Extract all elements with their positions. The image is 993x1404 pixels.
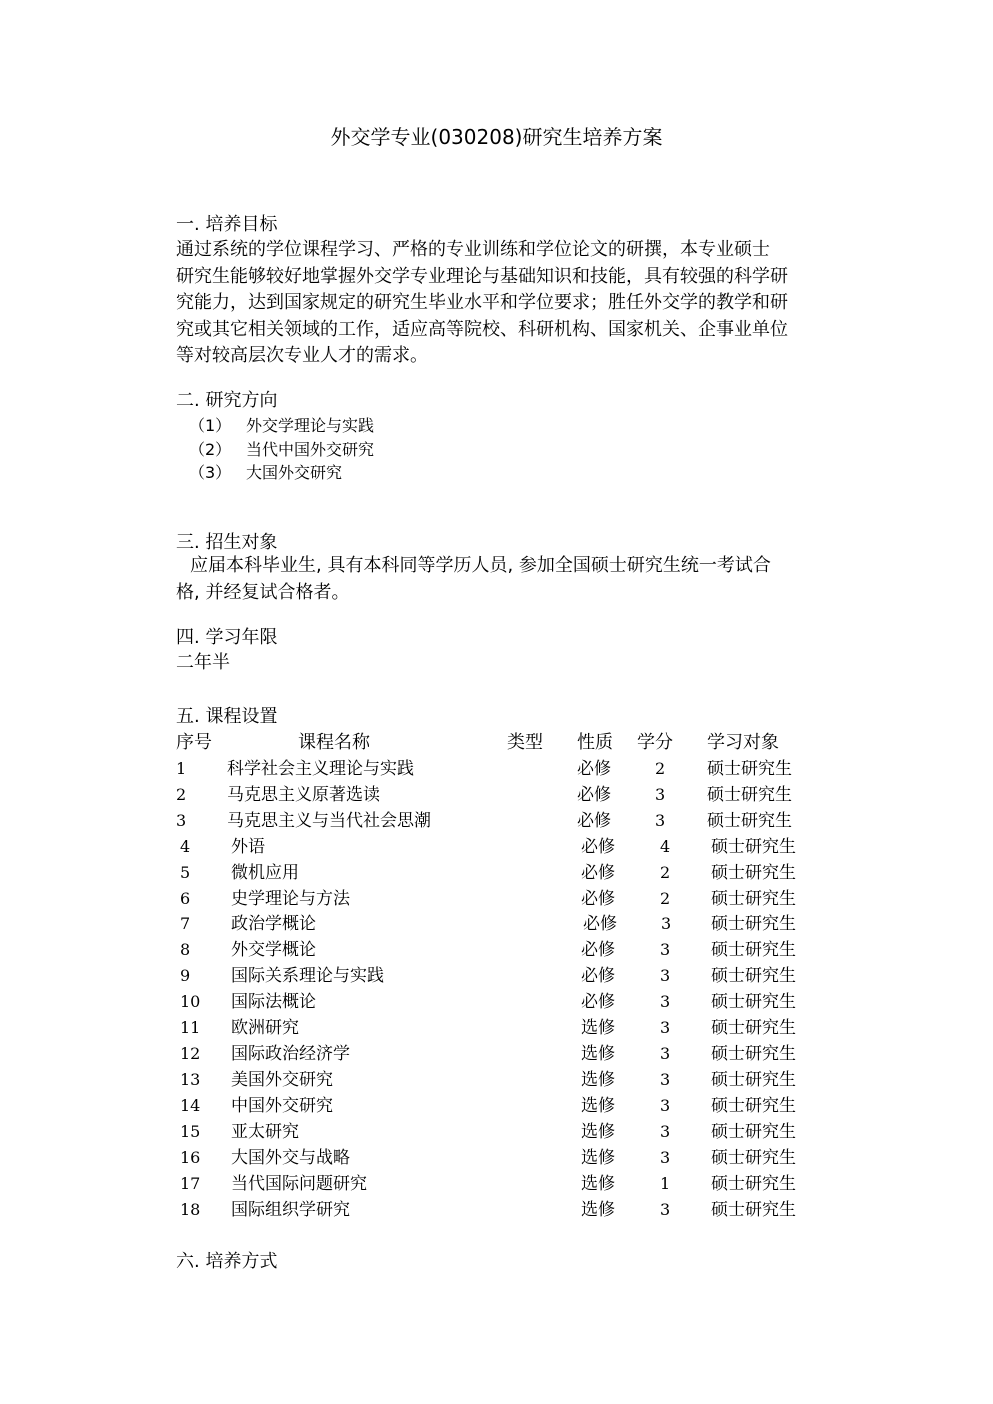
course-number: 14: [180, 1096, 201, 1115]
course-number: 9: [180, 966, 191, 985]
course-target: 硕士研究生: [711, 837, 796, 857]
course-name: 美国外交研究: [231, 1070, 333, 1090]
course-number: 8: [180, 940, 191, 959]
goal-line: 通过系统的学位课程学习、严格的专业训练和学位论文的研撰，本专业硕士: [176, 239, 770, 260]
duration-text: 二年半: [176, 652, 230, 673]
course-number: 3: [176, 811, 187, 830]
direction-number: （2）: [189, 440, 232, 459]
table-row: [0, 835, 993, 859]
table-row: [0, 912, 993, 936]
course-target: 硕士研究生: [707, 811, 792, 831]
table-row: [0, 757, 993, 781]
course-nature: 必修: [581, 940, 615, 960]
course-number: 16: [180, 1148, 201, 1167]
course-credit: 3: [660, 1018, 671, 1037]
course-nature: 必修: [583, 914, 617, 934]
table-row: [0, 809, 993, 833]
direction-text: 当代中国外交研究: [246, 440, 375, 459]
course-target: 硕士研究生: [711, 1122, 796, 1142]
section-goal-heading: 一. 培养目标: [176, 214, 278, 235]
course-target: 硕士研究生: [707, 759, 792, 779]
section-admission-paragraph: [176, 553, 836, 606]
goal-line: 究或其它相关领域的工作，适应高等院校、科研机构、国家机关、企事业单位: [176, 318, 788, 340]
course-credit: 3: [660, 1070, 671, 1089]
course-nature: 必修: [581, 837, 615, 857]
course-credit: 3: [660, 1044, 671, 1063]
table-row: [0, 1094, 993, 1118]
goal-line: 等对较高层次专业人才的需求。: [176, 345, 428, 367]
course-number: 13: [180, 1070, 201, 1089]
course-number: 2: [176, 785, 187, 804]
course-credit: 3: [660, 1148, 671, 1167]
section-training-heading: 六. 培养方式: [176, 1251, 278, 1272]
course-name: 史学理论与方法: [231, 889, 350, 909]
course-number: 11: [180, 1018, 201, 1037]
table-row: [0, 1198, 993, 1222]
course-number: 18: [180, 1200, 201, 1219]
course-target: 硕士研究生: [711, 914, 796, 934]
course-number: 5: [180, 863, 191, 882]
course-target: 硕士研究生: [711, 1044, 796, 1064]
section-courses-heading: 五. 课程设置: [176, 706, 278, 727]
course-name: 中国外交研究: [231, 1096, 333, 1116]
admission-line: 格, 并经复试合格者。: [176, 581, 350, 603]
course-credit: 2: [655, 759, 666, 778]
course-number: 12: [180, 1044, 201, 1063]
column-header-type: 类型: [507, 732, 543, 753]
course-name: 国际关系理论与实践: [231, 966, 384, 986]
course-credit: 3: [660, 1096, 671, 1115]
course-credit: 1: [660, 1174, 671, 1193]
course-nature: 选修: [581, 1148, 615, 1168]
table-row: [0, 887, 993, 911]
direction-text: 外交学理论与实践: [246, 416, 375, 435]
course-credit: 4: [660, 837, 671, 856]
course-target: 硕士研究生: [711, 1018, 796, 1038]
table-row: [0, 938, 993, 962]
column-header-target: 学习对象: [707, 732, 779, 753]
course-credit: 2: [660, 889, 671, 908]
course-name: 当代国际问题研究: [231, 1174, 367, 1194]
table-row: [0, 990, 993, 1014]
course-credit: 3: [655, 785, 666, 804]
course-name: 微机应用: [231, 863, 299, 883]
course-name: 科学社会主义理论与实践: [227, 759, 414, 779]
course-number: 4: [180, 837, 191, 856]
course-nature: 选修: [581, 1122, 615, 1142]
course-name: 亚太研究: [231, 1122, 299, 1142]
course-nature: 必修: [577, 759, 611, 779]
section-duration-heading: 四. 学习年限: [176, 627, 278, 648]
document-title: 外交学专业(030208)研究生培养方案: [330, 125, 663, 149]
table-row: [0, 1172, 993, 1196]
goal-line: 究能力，达到国家规定的研究生毕业水平和学位要求；胜任外交学的教学和研: [176, 292, 788, 314]
section-admission-heading: 三. 招生对象: [176, 532, 278, 553]
course-target: 硕士研究生: [711, 863, 796, 883]
course-name: 国际组织学研究: [231, 1200, 350, 1220]
course-target: 硕士研究生: [711, 940, 796, 960]
table-row: [0, 1120, 993, 1144]
course-name: 马克思主义原著选读: [227, 785, 380, 805]
course-credit: 2: [660, 863, 671, 882]
course-name: 国际政治经济学: [231, 1044, 350, 1064]
table-row: [0, 964, 993, 988]
table-row: [0, 1042, 993, 1066]
course-nature: 选修: [581, 1096, 615, 1116]
course-credit: 3: [660, 966, 671, 985]
column-header-credit: 学分: [637, 732, 673, 753]
column-header-course-name: 课程名称: [298, 732, 370, 753]
course-name: 外交学概论: [231, 940, 316, 960]
course-nature: 选修: [581, 1070, 615, 1090]
table-row: [0, 1146, 993, 1170]
course-number: 17: [180, 1174, 201, 1193]
course-credit: 3: [661, 914, 672, 933]
course-target: 硕士研究生: [711, 966, 796, 986]
course-name: 政治学概论: [231, 914, 316, 934]
course-target: 硕士研究生: [711, 1200, 796, 1220]
course-table-header: [0, 731, 993, 755]
course-nature: 选修: [581, 1174, 615, 1194]
direction-number: （3）: [189, 463, 232, 482]
table-row: [0, 783, 993, 807]
course-nature: 必修: [577, 785, 611, 805]
course-nature: 必修: [581, 863, 615, 883]
direction-text: 大国外交研究: [246, 463, 343, 482]
course-nature: 选修: [581, 1044, 615, 1064]
course-credit: 3: [660, 1122, 671, 1141]
course-credit: 3: [655, 811, 666, 830]
section-directions-heading: 二. 研究方向: [176, 390, 278, 411]
course-number: 6: [180, 889, 191, 908]
course-target: 硕士研究生: [711, 992, 796, 1012]
course-name: 大国外交与战略: [231, 1148, 350, 1168]
course-credit: 3: [660, 940, 671, 959]
course-name: 国际法概论: [231, 992, 316, 1012]
table-row: [0, 1068, 993, 1092]
course-name: 马克思主义与当代社会思潮: [227, 811, 431, 831]
course-target: 硕士研究生: [711, 1070, 796, 1090]
section-goal-paragraph: [176, 237, 836, 370]
course-number: 1: [176, 759, 187, 778]
course-name: 欧洲研究: [231, 1018, 299, 1038]
table-row: [0, 1016, 993, 1040]
course-nature: 必修: [581, 992, 615, 1012]
table-row: [0, 861, 993, 885]
column-header-number: 序号: [176, 732, 212, 753]
course-target: 硕士研究生: [711, 1096, 796, 1116]
course-target: 硕士研究生: [711, 1174, 796, 1194]
course-nature: 必修: [581, 966, 615, 986]
course-number: 7: [180, 914, 191, 933]
goal-line: 研究生能够较好地掌握外交学专业理论与基础知识和技能，具有较强的科学研: [176, 265, 788, 287]
course-credit: 3: [660, 1200, 671, 1219]
course-target: 硕士研究生: [711, 1148, 796, 1168]
course-name: 外语: [231, 837, 265, 857]
admission-line: 应届本科毕业生, 具有本科同等学历人员, 参加全国硕士研究生统一考试合: [190, 555, 771, 576]
column-header-nature: 性质: [577, 732, 613, 753]
direction-number: （1）: [189, 416, 232, 435]
course-target: 硕士研究生: [711, 889, 796, 909]
course-nature: 必修: [577, 811, 611, 831]
course-nature: 选修: [581, 1018, 615, 1038]
course-number: 10: [180, 992, 201, 1011]
course-nature: 选修: [581, 1200, 615, 1220]
course-nature: 必修: [581, 889, 615, 909]
course-target: 硕士研究生: [707, 785, 792, 805]
course-credit: 3: [660, 992, 671, 1011]
course-number: 15: [180, 1122, 201, 1141]
